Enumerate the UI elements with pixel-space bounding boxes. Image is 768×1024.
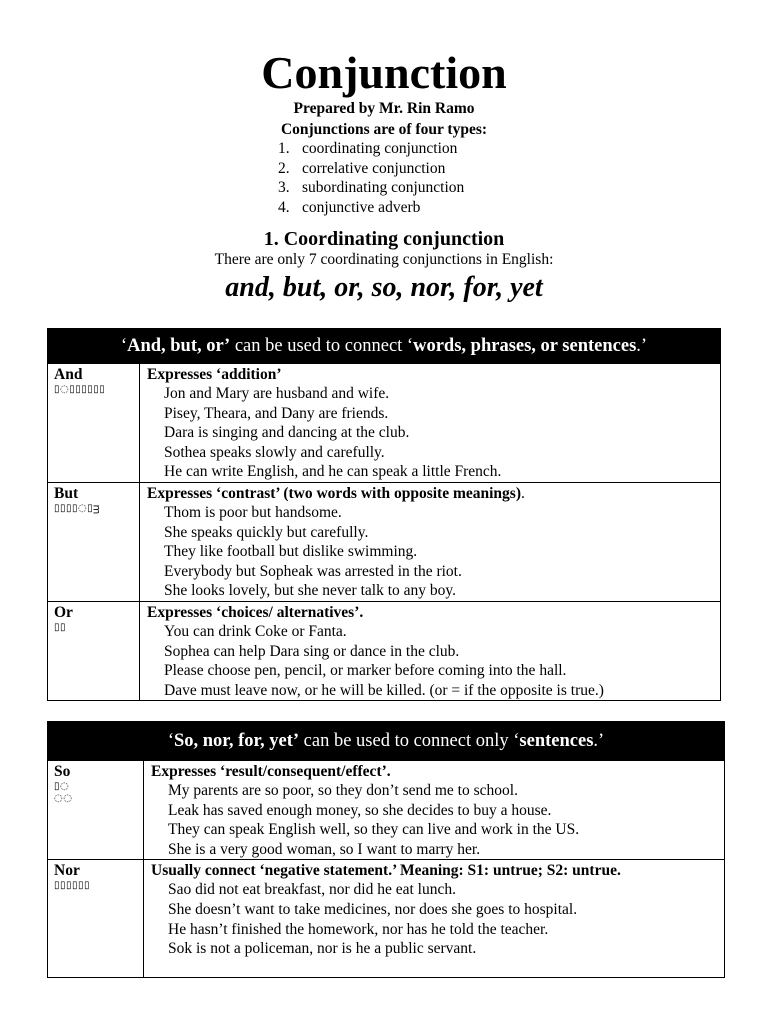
- word-cell: [48, 364, 140, 483]
- table-header-row: [48, 329, 721, 364]
- example: Pisey, Theara, and Dany are friends.: [164, 404, 389, 422]
- page-title: Conjunction: [261, 47, 507, 98]
- example: She doesn’t want to take medicines, nor does she goes to hospital.: [168, 900, 578, 918]
- example: Dara is singing and dancing at the club.: [164, 424, 410, 442]
- table-header: ‘So, nor, for, yet’ can be used to connect only ‘sentences.’: [48, 722, 725, 761]
- example: He can write English, and he can speak a little French.: [164, 463, 502, 481]
- types-intro: Conjunctions are of four types:: [280, 121, 488, 138]
- translation: ▯▯▯▯◌▯ᴟ: [54, 503, 101, 514]
- types-list: [278, 139, 464, 218]
- example: Sothea speaks slowly and carefully.: [164, 443, 385, 461]
- word-cell: [48, 761, 144, 860]
- section-subtitle: There are only 7 coordinating conjunctions in English:: [214, 251, 554, 268]
- example: Everybody but Sopheak was arrested in the riot.: [164, 562, 462, 580]
- example: They can speak English well, so they can live and work in the US.: [168, 821, 580, 839]
- example: Thom is poor but handsome.: [164, 504, 342, 521]
- table-header: ‘And, but, or’ can be used to connect ‘words, phrases, or sentences.’: [48, 329, 721, 364]
- word-cell: [48, 601, 140, 700]
- example: He hasn’t finished the homework, nor has he told the teacher.: [168, 920, 549, 938]
- description-cell: [144, 860, 725, 978]
- conjunction-list: and, but, or, so, nor, for, yet: [225, 272, 543, 303]
- translation: ▯◌▯▯▯▯▯▯: [54, 384, 106, 395]
- conjunction-word: But: [54, 485, 79, 502]
- example: My parents are so poor, so they don’t send me to school.: [168, 782, 518, 799]
- example: Please choose pen, pencil, or marker before coming into the hall.: [164, 662, 567, 680]
- description-cell: [140, 364, 721, 483]
- conjunction-word: Or: [54, 603, 73, 621]
- example: Dave must leave now, or he will be killed. (or = if the opposite is true.): [164, 681, 604, 699]
- description: Expresses ‘choices/ alternatives’.: [147, 603, 364, 621]
- word-cell: [48, 483, 140, 602]
- translation: ▯▯▯▯▯▯: [54, 880, 91, 892]
- section-title: 1. Coordinating conjunction: [263, 228, 505, 250]
- list-item: 3. subordinating conjunction: [278, 179, 465, 197]
- example: Sok is not a policeman, nor is he a public servant.: [168, 940, 477, 958]
- word-cell: [48, 860, 144, 978]
- table-row: [48, 761, 725, 860]
- example: Sao did not eat breakfast, nor did he eat lunch.: [168, 881, 456, 899]
- translation: ▯◌: [54, 781, 70, 792]
- example: You can drink Coke or Fanta.: [164, 622, 347, 640]
- table-so-nor-for-yet: [47, 721, 725, 978]
- table-row: [48, 483, 721, 602]
- conjunction-word: So: [54, 763, 71, 780]
- list-item: 1. coordinating conjunction: [278, 140, 458, 157]
- example: Jon and Mary are husband and wife.: [164, 385, 390, 402]
- list-item: 4. conjunctive adverb: [278, 199, 421, 217]
- example: They like football but dislike swimming.: [164, 543, 418, 561]
- conjunction-word: Nor: [54, 862, 80, 880]
- description-cell: [144, 761, 725, 860]
- table-and-but-or: [47, 328, 721, 701]
- translation: ▯▯: [54, 621, 67, 633]
- example: She is a very good woman, so I want to marry her.: [168, 840, 481, 858]
- table-row: [48, 860, 725, 978]
- table-header-row: [48, 722, 725, 761]
- description: Usually connect ‘negative statement.’ Meaning: S1: untrue; S2: untrue.: [151, 862, 621, 880]
- example: Leak has saved enough money, so she decides to buy a house.: [168, 801, 552, 819]
- description: Expresses ‘contrast’ (two words with opposite meanings).: [147, 485, 525, 502]
- description: Expresses ‘result/consequent/effect’.: [151, 763, 391, 780]
- list-item: 2. correlative conjunction: [278, 159, 446, 177]
- description-cell: [140, 601, 721, 700]
- description-cell: [140, 483, 721, 602]
- example: She looks lovely, but she never talk to any boy.: [164, 582, 457, 600]
- example: She speaks quickly but carefully.: [164, 523, 369, 541]
- translation: ◌◌: [54, 793, 73, 804]
- table-row: [48, 364, 721, 483]
- example: Sophea can help Dara sing or dance in the club.: [164, 642, 460, 660]
- author-line: Prepared by Mr. Rin Ramo: [293, 100, 475, 117]
- conjunction-word: And: [54, 366, 83, 383]
- description: Expresses ‘addition’: [147, 366, 282, 383]
- table-row: [48, 601, 721, 700]
